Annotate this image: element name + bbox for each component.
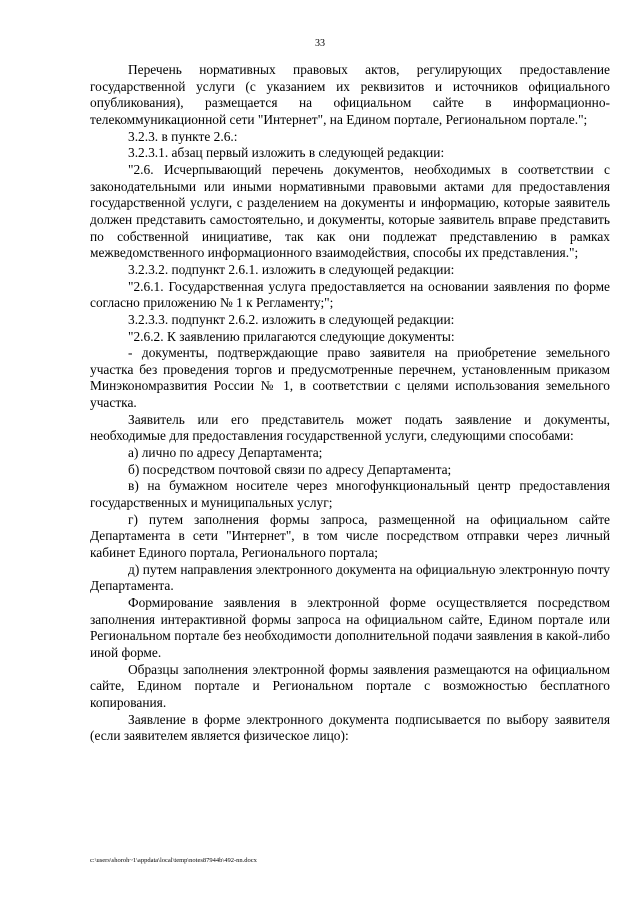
paragraph: Заявитель или его представитель может подать заявление и документы, необходимые для предоставления государственной услуги, следующими способами: [90,411,610,444]
footer-file-path: c:\users\shoroh~1\appdata\local\temp\notes87944b\492-nn.docx [90,857,257,864]
paragraph: "2.6.1. Государственная услуга предоставляется на основании заявления по форме согласно приложению № 1 к Регламенту;"; [90,278,610,311]
page-number: 33 [315,38,325,49]
paragraph: а) лично по адресу Департамента; [128,445,323,461]
paragraph: "2.6. Исчерпывающий перечень документов, необходимых в соответствии с законодательными или иными нормативными правовыми актами для предоставления государственной услуги, с разделением на документы и информацию, которые заявитель должен представить самостоятельно, и документы, которые заявитель вправе представить по собственной инициативе, так как они подлежат представлению в рамках межведомственного информационного взаимодействия, способы их представления."; [90,161,610,261]
paragraph: г) путем заполнения формы запроса, размещенной на официальном сайте Департамента в сети "Интернет", в том числе посредством отправки через личный кабинет Единого портала, Регионального портала; [90,511,610,561]
paragraph: 3.2.3.2. подпункт 2.6.1. изложить в следующей редакции: [128,261,455,277]
paragraph: - документы, подтверждающие право заявителя на приобретение земельного участка без проведения торгов и предусмотренные перечнем, установленным приказом Минэкономразвития России № 1, в соответствии с целями использования земельного участка. [90,345,610,411]
document-body [90,62,610,745]
paragraph: б) посредством почтовой связи по адресу Департамента; [128,461,452,477]
paragraph: д) путем направления электронного документа на официальную электронную почту Департамента. [90,561,610,594]
paragraph: Образцы заполнения электронной формы заявления размещаются на официальном сайте, Едином портале и Региональном портале с возможностью бесплатного копирования. [90,661,610,710]
paragraph: Перечень нормативных правовых актов, регулирующих предоставление государственной услуги (с указанием их реквизитов и источников официального опубликования), размещается на официальном сайте в информационно-телекоммуникационной сети "Интернет", на Едином портале, Региональном портале."; [90,62,610,127]
paragraph: Формирование заявления в электронной форме осуществляется посредством заполнения интерактивной формы запроса на официальном сайте, Едином портале или Региональном портале без необходимости дополнительной подачи заявления в какой-либо иной форме. [90,595,610,660]
paragraph: Заявление в форме электронного документа подписывается по выбору заявителя (если заявителем является физическое лицо): [90,711,610,744]
paragraph: в) на бумажном носителе через многофункциональный центр предоставления государственных и муниципальных услуг; [90,478,610,511]
paragraph: "2.6.2. К заявлению прилагаются следующие документы: [128,328,455,344]
paragraph: 3.2.3.1. абзац первый изложить в следующей редакции: [128,145,445,161]
paragraph: 3.2.3.3. подпункт 2.6.2. изложить в следующей редакции: [128,311,455,327]
paragraph: 3.2.3. в пункте 2.6.: [128,128,238,144]
